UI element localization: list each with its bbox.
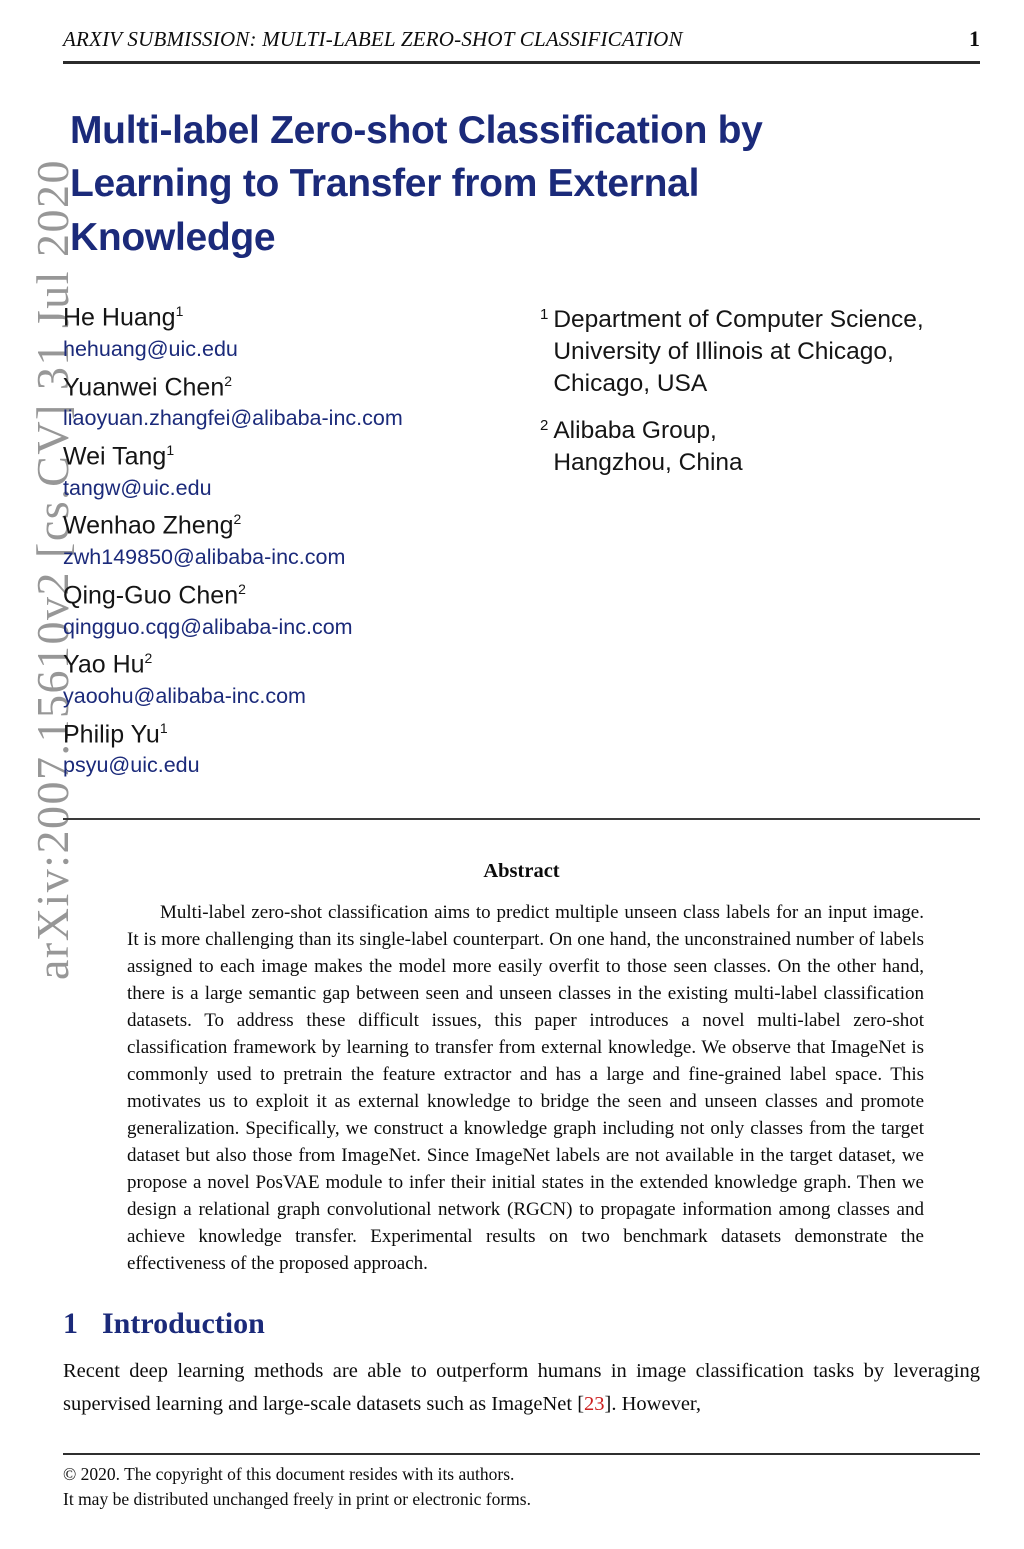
author-block <box>63 304 540 360</box>
intro-paragraph <box>63 1355 980 1421</box>
author-name-text: Qing-Guo Chen <box>63 581 239 610</box>
authors-affiliations-row <box>63 304 980 790</box>
author-name <box>63 443 540 471</box>
page-number: 1 <box>969 26 980 51</box>
author-block <box>63 443 540 499</box>
affiliation-mark: 2 <box>224 372 233 389</box>
author-name <box>63 374 540 402</box>
affiliation-line: Chicago, USA <box>553 370 708 398</box>
abstract-top-rule <box>63 818 980 820</box>
affiliation-block <box>540 304 980 400</box>
header-rule <box>63 61 980 64</box>
copyright-footer <box>63 1453 980 1512</box>
affiliation-mark: 2 <box>238 580 246 597</box>
author-name <box>63 721 540 749</box>
paper-title-line: Multi-label Zero-shot Classification by <box>70 109 763 152</box>
arxiv-watermark: arXiv:2007.15610v2 [cs.CV] 31 Jul 2020 <box>27 158 78 980</box>
copyright-line: © 2020. The copyright of this document resides with its authors. <box>63 1464 515 1484</box>
author-block <box>63 512 540 568</box>
affiliations-column <box>540 304 980 790</box>
section-title: Introduction <box>102 1307 265 1340</box>
author-name <box>63 582 540 610</box>
section-heading <box>63 1307 980 1341</box>
author-email-link[interactable]: qingguo.cqg@alibaba-inc.com <box>63 614 353 639</box>
affiliation-mark: 1 <box>166 442 175 459</box>
affiliation-text <box>553 304 923 400</box>
distribution-line: It may be distributed unchanged freely in print or electronic forms. <box>63 1489 531 1509</box>
affiliation-text <box>553 415 742 479</box>
affiliation-line: Hangzhou, China <box>553 449 743 477</box>
author-email-link[interactable]: psyu@uic.edu <box>63 753 200 778</box>
author-name <box>63 304 540 332</box>
abstract-text: Multi-label zero-shot classification aims to predict multiple unseen class labels for an input image. It is more challenging than its single-label counterpart. On one hand, the unconstrained number of labels assigned to each image makes the model more easily overfit to those seen classes. On the other hand, there is a large semantic gap between seen and unseen classes in the existing multi-label classification datasets. To address these difficult issues, this paper introduces a novel multi-label zero-shot classification framework by learning to transfer from external knowledge. We observe that ImageNet is commonly used to pretrain the feature extractor and has a large and fine-grained label space. This motivates us to exploit it as external knowledge to bridge the seen and unseen classes and promote generalization. Specifically, we construct a knowledge graph including not only classes from the target dataset but also those from ImageNet. Since ImageNet labels are not available in the target dataset, we propose a novel PosVAE module to infer their initial states in the extended knowledge graph. Then we design a relational graph convolutional network (RGCN) to propagate information among classes and achieve knowledge transfer. Experimental results on two benchmark datasets demonstrate the effectiveness of the proposed approach. <box>127 902 924 1274</box>
author-name-text: Yao Hu <box>63 650 145 679</box>
affiliation-line: Department of Computer Science, <box>553 306 924 334</box>
section-number: 1 <box>63 1307 78 1340</box>
author-name <box>63 512 540 540</box>
abstract-heading: Abstract <box>483 860 560 882</box>
author-name-text: He Huang <box>63 303 176 332</box>
paper-title-line: Knowledge <box>70 215 276 259</box>
affiliation-line: Alibaba Group, <box>553 417 717 445</box>
author-name-text: Wei Tang <box>63 442 167 471</box>
abstract-section <box>63 860 980 1277</box>
intro-text-before: Recent deep learning methods are able to outperform humans in image classification tasks by leveraging supervised learning and large-scale datasets such as ImageNet [ <box>63 1360 980 1415</box>
citation-link[interactable]: 23 <box>584 1393 605 1415</box>
author-block <box>63 651 540 707</box>
paper-title <box>70 104 980 264</box>
author-email-link[interactable]: hehuang@uic.edu <box>63 337 238 362</box>
author-name-text: Yuanwei Chen <box>63 372 225 401</box>
author-block <box>63 721 540 777</box>
author-email-link[interactable]: tangw@uic.edu <box>63 475 212 500</box>
affiliation-mark: 1 <box>175 303 184 320</box>
affiliation-number: 1 <box>540 306 549 324</box>
author-email-link[interactable]: liaoyuan.zhangfei@alibaba-inc.com <box>63 406 403 431</box>
author-email-link[interactable]: zwh149850@alibaba-inc.com <box>63 545 346 570</box>
author-name-text: Wenhao Zheng <box>63 511 234 540</box>
affiliation-mark: 2 <box>144 650 153 667</box>
author-block <box>63 374 540 430</box>
running-title: ARXIV SUBMISSION: MULTI-LABEL ZERO-SHOT CLASSIFICATION <box>63 27 683 51</box>
affiliation-mark: 1 <box>159 719 168 736</box>
paper-title-line: Learning to Transfer from External <box>70 162 700 206</box>
author-name <box>63 651 540 679</box>
affiliation-number: 2 <box>540 417 549 435</box>
author-block <box>63 582 540 638</box>
affiliation-block <box>540 415 980 479</box>
intro-text-after: ]. However, <box>604 1393 702 1415</box>
affiliation-line: University of Illinois at Chicago, <box>553 338 894 366</box>
author-email-link[interactable]: yaoohu@alibaba-inc.com <box>63 684 306 709</box>
affiliation-mark: 2 <box>233 511 242 528</box>
author-name-text: Philip Yu <box>63 719 160 748</box>
running-header <box>63 0 980 52</box>
authors-column <box>63 304 540 790</box>
